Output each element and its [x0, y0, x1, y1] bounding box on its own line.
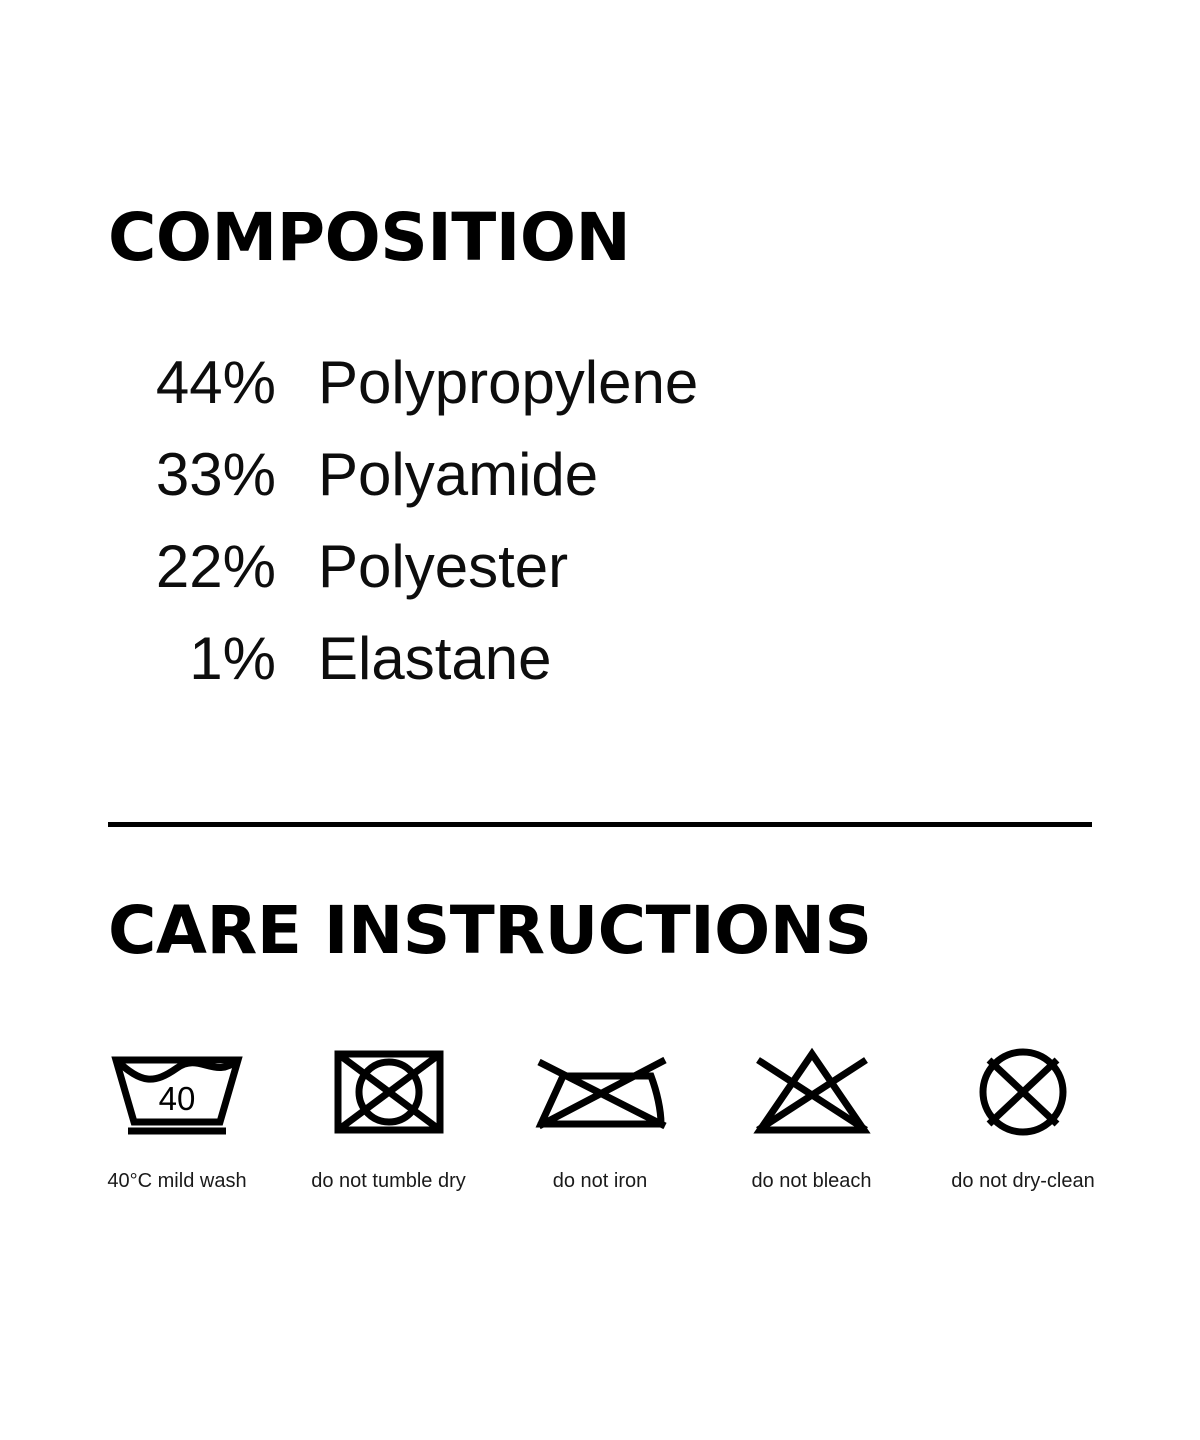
svg-text:40: 40: [158, 1080, 196, 1117]
composition-title: COMPOSITION: [108, 199, 631, 276]
composition-percent: 22%: [155, 533, 276, 600]
care-instructions-section: [108, 892, 1108, 969]
composition-material: Polyester: [318, 533, 569, 600]
care-label-text: 40°C mild wash: [107, 1170, 247, 1192]
wash-40-icon: [102, 1040, 252, 1144]
section-divider: [108, 822, 1092, 827]
care-item-bleach: [717, 1040, 907, 1193]
do-not-bleach-icon: [742, 1040, 882, 1144]
care-item-wash: [82, 1040, 272, 1193]
care-label-text: do not dry-clean: [951, 1170, 1095, 1192]
do-not-iron-icon: [525, 1040, 675, 1144]
care-label-text: do not bleach: [751, 1170, 872, 1192]
composition-section: [108, 199, 1098, 705]
care-item-tumble-dry: [294, 1040, 484, 1193]
list-item: [108, 337, 1098, 429]
care-symbols-row: [0, 1040, 1200, 1193]
care-item-dry-clean: [928, 1040, 1118, 1193]
composition-percent: 33%: [155, 441, 276, 508]
do-not-dry-clean-icon: [963, 1040, 1083, 1144]
care-instructions-title: CARE INSTRUCTIONS: [108, 892, 872, 969]
care-label-text: do not iron: [552, 1170, 648, 1192]
list-item: [108, 613, 1098, 705]
list-item: [108, 429, 1098, 521]
care-label-text: do not tumble dry: [311, 1170, 466, 1192]
do-not-tumble-dry-icon: [324, 1040, 454, 1144]
composition-material: Polyamide: [318, 441, 599, 508]
care-item-iron: [505, 1040, 695, 1193]
composition-percent: 1%: [189, 625, 276, 692]
composition-list: [108, 337, 1098, 705]
composition-material: Polypropylene: [318, 349, 699, 416]
composition-material: Elastane: [318, 625, 552, 692]
list-item: [108, 521, 1098, 613]
composition-percent: 44%: [155, 349, 276, 416]
